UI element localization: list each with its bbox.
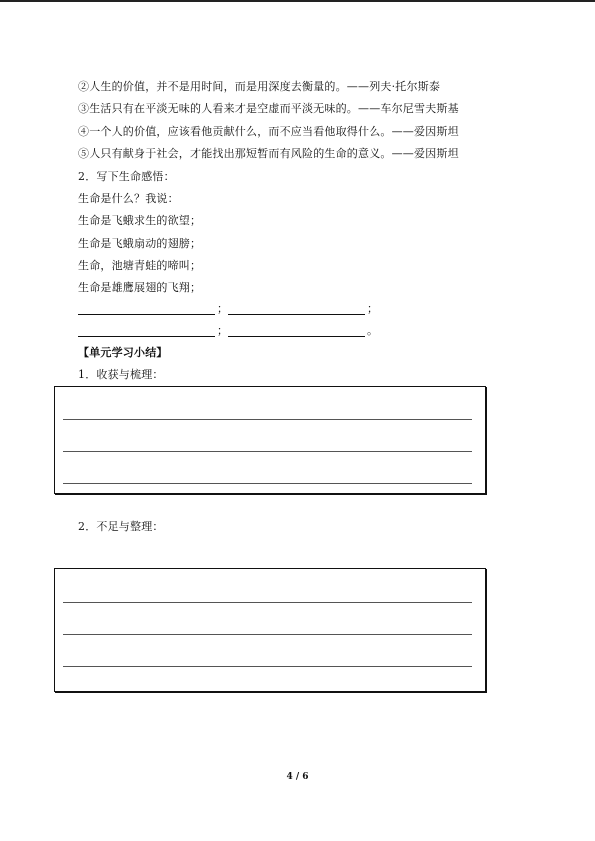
quote-einstein-2: ⑤人只有献身于社会，才能找出那短暂而有风险的生命的意义。——爱因斯坦: [78, 147, 459, 160]
fill-blank[interactable]: [228, 302, 365, 315]
fill-blank[interactable]: [228, 324, 365, 337]
fill-blank-row: [78, 302, 378, 316]
unit-summary-heading: 【单元学习小结】: [78, 346, 168, 359]
separator: ；: [217, 302, 228, 315]
header-rule: [0, 0, 595, 2]
life-line: 生命是什么？我说：: [78, 192, 179, 205]
gains-writing-box[interactable]: [54, 386, 486, 494]
writing-line: [63, 451, 472, 452]
task2-heading: 2．写下生命感悟：: [78, 170, 175, 183]
gains-heading: 1．收获与梳理：: [78, 368, 164, 381]
quote-tolstoy: ②人生的价值，并不是用时间，而是用深度去衡量的。——列夫·托尔斯泰: [78, 80, 441, 93]
life-line: 生命，池塘青蛙的啼叫；: [78, 259, 202, 272]
shortcomings-heading: 2．不足与整理：: [78, 520, 164, 533]
life-line: 生命是雄鹰展翅的飞翔；: [78, 281, 202, 294]
quote-einstein-1: ④一个人的价值，应该看他贡献什么，而不应当看他取得什么。——爱因斯坦: [78, 125, 459, 138]
writing-line: [63, 419, 472, 420]
writing-line: [63, 666, 472, 667]
fill-blank[interactable]: [78, 324, 215, 337]
separator: ；: [367, 302, 378, 315]
writing-line: [63, 483, 472, 484]
separator: 。: [367, 324, 378, 337]
writing-line: [63, 602, 472, 603]
fill-blank[interactable]: [78, 302, 215, 315]
separator: ；: [217, 324, 228, 337]
life-line: 生命是飞蛾求生的欲望；: [78, 214, 202, 227]
page-number: 4 / 6: [286, 772, 309, 782]
fill-blank-row: [78, 324, 378, 338]
quote-chernyshevsky: ③生活只有在平淡无味的人看来才是空虚而平淡无味的。——车尔尼雪夫斯基: [78, 102, 459, 115]
writing-line: [63, 634, 472, 635]
life-line: 生命是飞蛾扇动的翅膀；: [78, 237, 202, 250]
shortcomings-writing-box[interactable]: [54, 568, 486, 692]
